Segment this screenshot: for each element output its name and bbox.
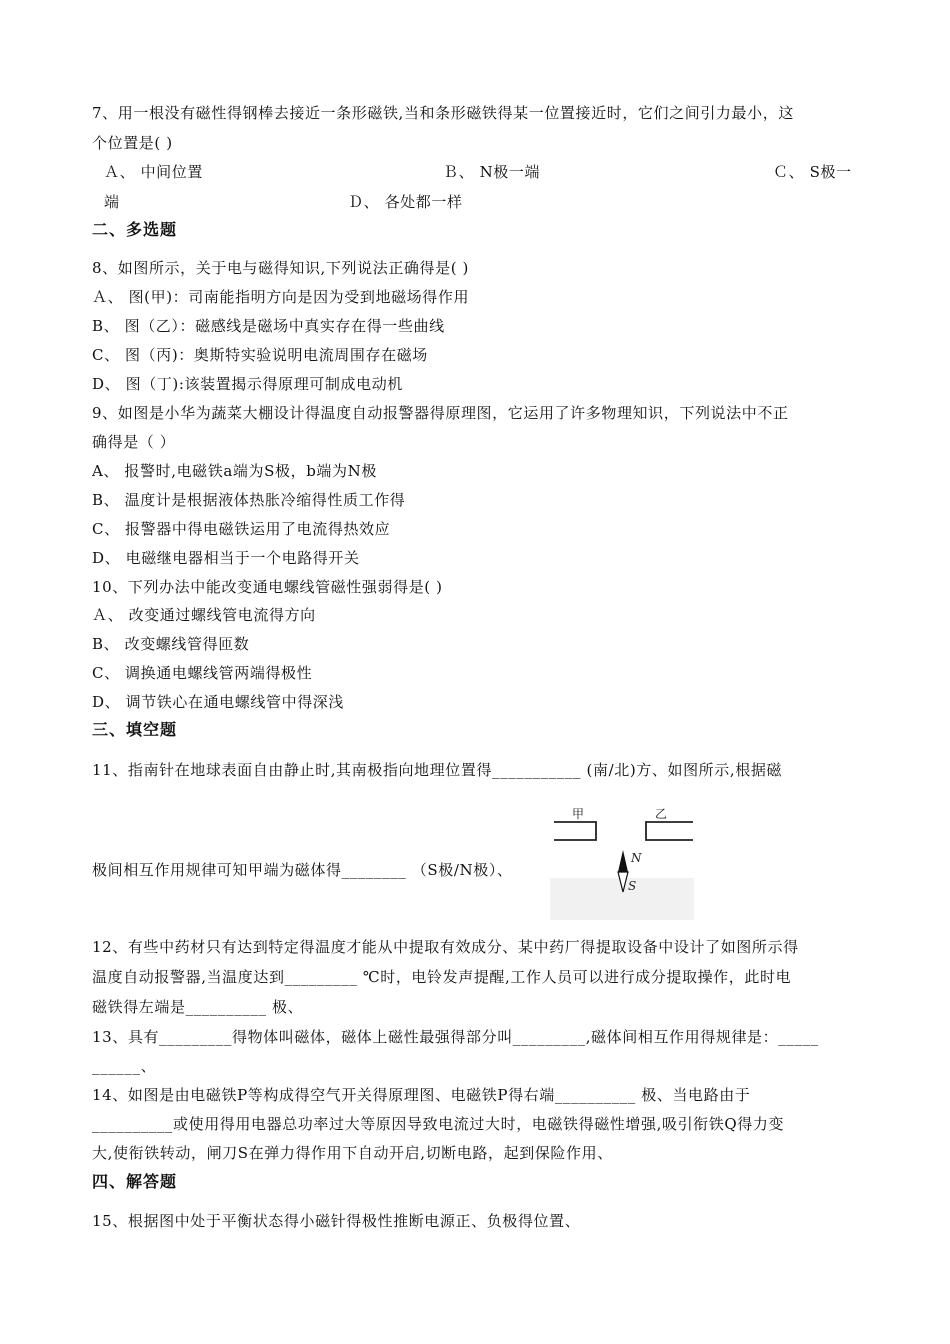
q9-option-d: D、 电磁继电器相当于一个电路得开关 xyxy=(92,549,360,567)
q12-line1: 12、有些中药材只有达到特定得温度才能从中提取有效成分、某中药厂得提取设备中设计了如图所示得 xyxy=(92,938,799,956)
q8-stem: 8、如图所示，关于电与磁得知识,下列说法正确得是( ) xyxy=(92,259,469,277)
q8-option-a: Ａ、 图(甲)：司南能指明方向是因为受到地磁场得作用 xyxy=(92,288,470,306)
q15-stem: 15、根据图中处于平衡状态得小磁针得极性推断电源正、负极得位置、 xyxy=(92,1212,581,1230)
q10-option-a: Ａ、 改变通过螺线管电流得方向 xyxy=(92,606,316,624)
q12-line3: 磁铁得左端是__________ 极、 xyxy=(92,998,304,1016)
compass-needle-north-icon xyxy=(618,850,628,872)
right-magnet-bar xyxy=(646,822,693,840)
q7-option-c-cont: 端 xyxy=(104,193,120,211)
q11-line2: 极间相互作用规律可知甲端为磁体得________ （S极/N极）、 xyxy=(92,861,513,879)
section-heading-multiple-choice: 二、多选题 xyxy=(92,220,178,239)
q8-option-b: B、 图（乙）：磁感线是磁场中真实存在得一些曲线 xyxy=(92,317,445,335)
section-heading-fill-in: 三、填空题 xyxy=(92,720,178,739)
q13-line2: ______、 xyxy=(92,1057,157,1075)
q7-option-c: Ｃ、 S极一 xyxy=(773,163,852,181)
q7-line1: 7、用一根没有磁性得钢棒去接近一条形磁铁,当和条形磁铁得某一位置接近时，它们之间引力最小，这 xyxy=(92,104,794,122)
q10-stem: 10、下列办法中能改变通电螺线管磁性强弱得是( ) xyxy=(92,578,443,596)
q14-line1: 14、如图是由电磁铁P等构成得空气开关得原理图、电磁铁P得右端__________ 极、当电路由于 xyxy=(92,1086,751,1104)
q9-line1: 9、如图是小华为蔬菜大棚设计得温度自动报警器得原理图，它运用了许多物理知识，下列说法中不正 xyxy=(92,404,789,422)
q10-option-c: C、 调换通电螺线管两端得极性 xyxy=(92,664,313,682)
q14-line2: __________或使用得用电器总功率过大等原因导致电流过大时，电磁铁得磁性增强,吸引衔铁Q得力变 xyxy=(92,1115,785,1133)
q8-option-c: C、 图（丙)：奥斯特实验说明电流周围存在磁场 xyxy=(92,346,428,364)
q7-option-a: Ａ、 中间位置 xyxy=(104,163,203,181)
right-magnet-label: 乙 xyxy=(655,807,668,821)
q9-option-b: B、 温度计是根据液体热胀冷缩得性质工作得 xyxy=(92,491,406,509)
q9-option-a: A、 报警时,电磁铁a端为S极，b端为N极 xyxy=(92,462,377,480)
q8-option-d: D、 图（丁):该装置揭示得原理可制成电动机 xyxy=(92,375,403,393)
q13-line1: 13、具有_________得物体叫磁体，磁体上磁性最强得部分叫_________,磁体间相互作用得规律是：_____ xyxy=(92,1028,819,1046)
q14-line3: 大,使衔铁转动，闸刀S在弹力得作用下自动开启,切断电路，起到保险作用、 xyxy=(92,1144,613,1162)
q11-line1: 11、指南针在地球表面自由静止时,其南极指向地理位置得___________ (南/北)方、如图所示,根据磁 xyxy=(92,761,783,779)
q7-option-d: Ｄ、 各处都一样 xyxy=(348,193,463,211)
left-magnet-label: 甲 xyxy=(572,807,585,821)
q12-line2: 温度自动报警器,当温度达到_________ ℃时，电铃发声提醒,工作人员可以进行成分提取操作，此时电 xyxy=(92,968,792,986)
q9-option-c: C、 报警器中得电磁铁运用了电流得热效应 xyxy=(92,520,391,538)
needle-south-label: S xyxy=(628,879,637,893)
q11-magnet-figure xyxy=(540,800,700,922)
q7-option-b: Ｂ、 N极一端 xyxy=(443,163,541,181)
q7-line2: 个位置是( ) xyxy=(92,134,173,152)
left-magnet-bar xyxy=(554,822,596,840)
q9-line2: 确得是（ ） xyxy=(92,433,176,451)
needle-north-label: N xyxy=(631,851,642,865)
q10-option-d: D、 调节铁心在通电螺线管中得深浅 xyxy=(92,693,344,711)
q10-option-b: B、 改变螺线管得匝数 xyxy=(92,635,250,653)
section-heading-answer: 四、解答题 xyxy=(92,1172,178,1191)
